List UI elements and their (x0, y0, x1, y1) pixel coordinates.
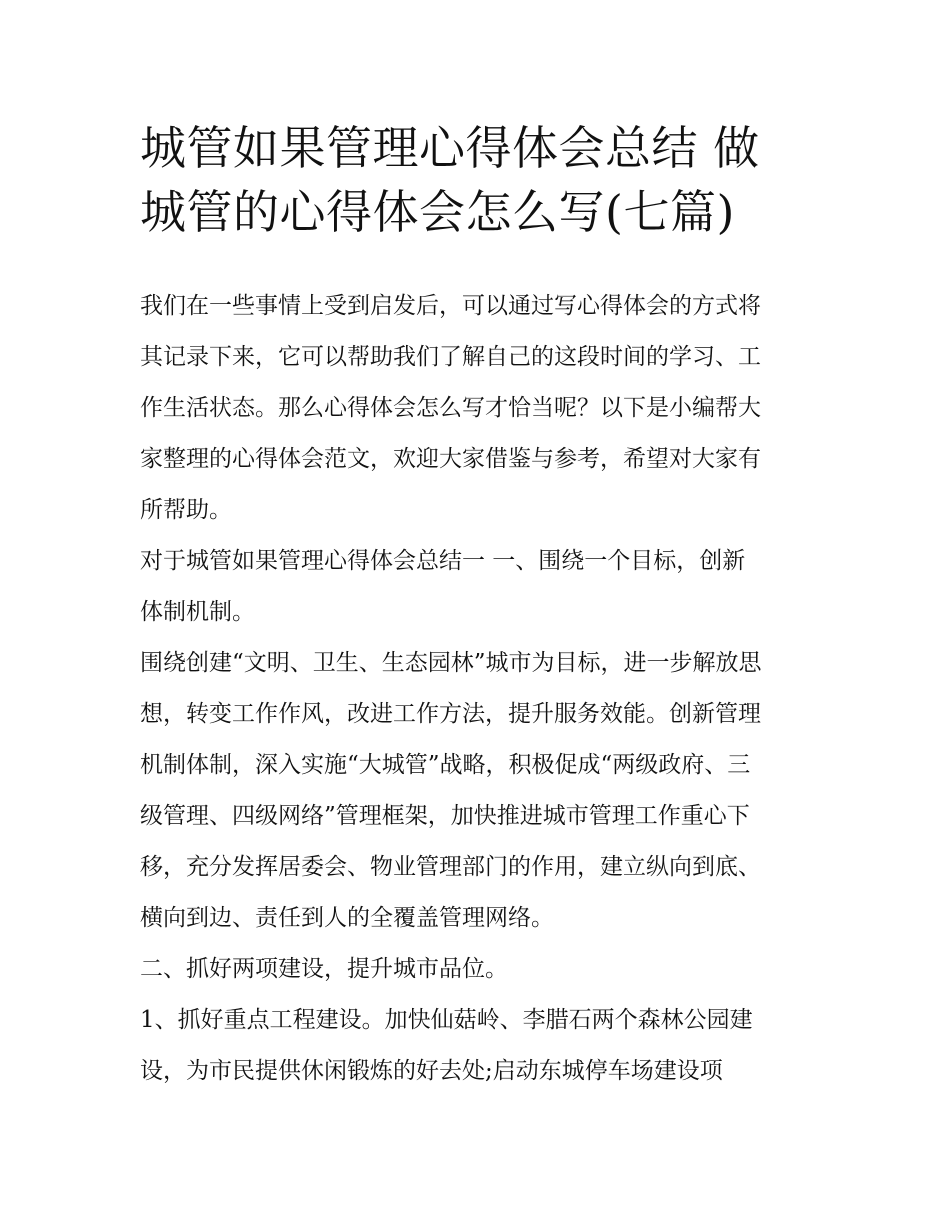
body-line: 机制体制，深入实施“大城管”战略，积极促成“两级政府、三 (140, 752, 751, 778)
body-line: 级管理、四级网络”管理框架，加快推进城市管理工作重心下 (140, 803, 750, 829)
body-line: 所帮助。 (140, 497, 232, 523)
body-line: 体制机制。 (140, 599, 255, 625)
body-line: 家整理的心得体会范文，欢迎大家借鉴与参考，希望对大家有 (140, 446, 761, 472)
body-line: 1、抓好重点工程建设。加快仙菇岭、李腊石两个森林公园建 (140, 1007, 753, 1033)
body-line: 围绕创建“文明、卫生、生态园林”城市为目标，进一步解放思 (140, 650, 762, 676)
body-line: 我们在一些事情上受到启发后，可以通过写心得体会的方式将 (140, 293, 761, 319)
body-line: 想，转变工作作风，改进工作方法，提升服务效能。创新管理 (140, 701, 761, 727)
body-line: 移，充分发挥居委会、物业管理部门的作用，建立纵向到底、 (140, 854, 761, 880)
document-body (140, 281, 830, 1097)
body-line: 作生活状态。那么心得体会怎么写才恰当呢？以下是小编帮大 (140, 395, 761, 421)
body-line: 其记录下来，它可以帮助我们了解自己的这段时间的学习、工 (140, 344, 761, 370)
title-line-2: 城管的心得体会怎么写(七篇) (140, 185, 735, 239)
body-line: 二、抓好两项建设，提升城市品位。 (140, 956, 508, 982)
title-line-1: 城管如果管理心得体会总结 做 (140, 121, 760, 175)
body-line: 横向到边、责任到人的全覆盖管理网络。 (140, 905, 554, 931)
document-title (140, 116, 830, 244)
body-line: 对于城管如果管理心得体会总结一 一、围绕一个目标，创新 (140, 548, 746, 574)
body-line: 设，为市民提供休闲锻炼的好去处;启动东城停车场建设项 (140, 1058, 723, 1084)
